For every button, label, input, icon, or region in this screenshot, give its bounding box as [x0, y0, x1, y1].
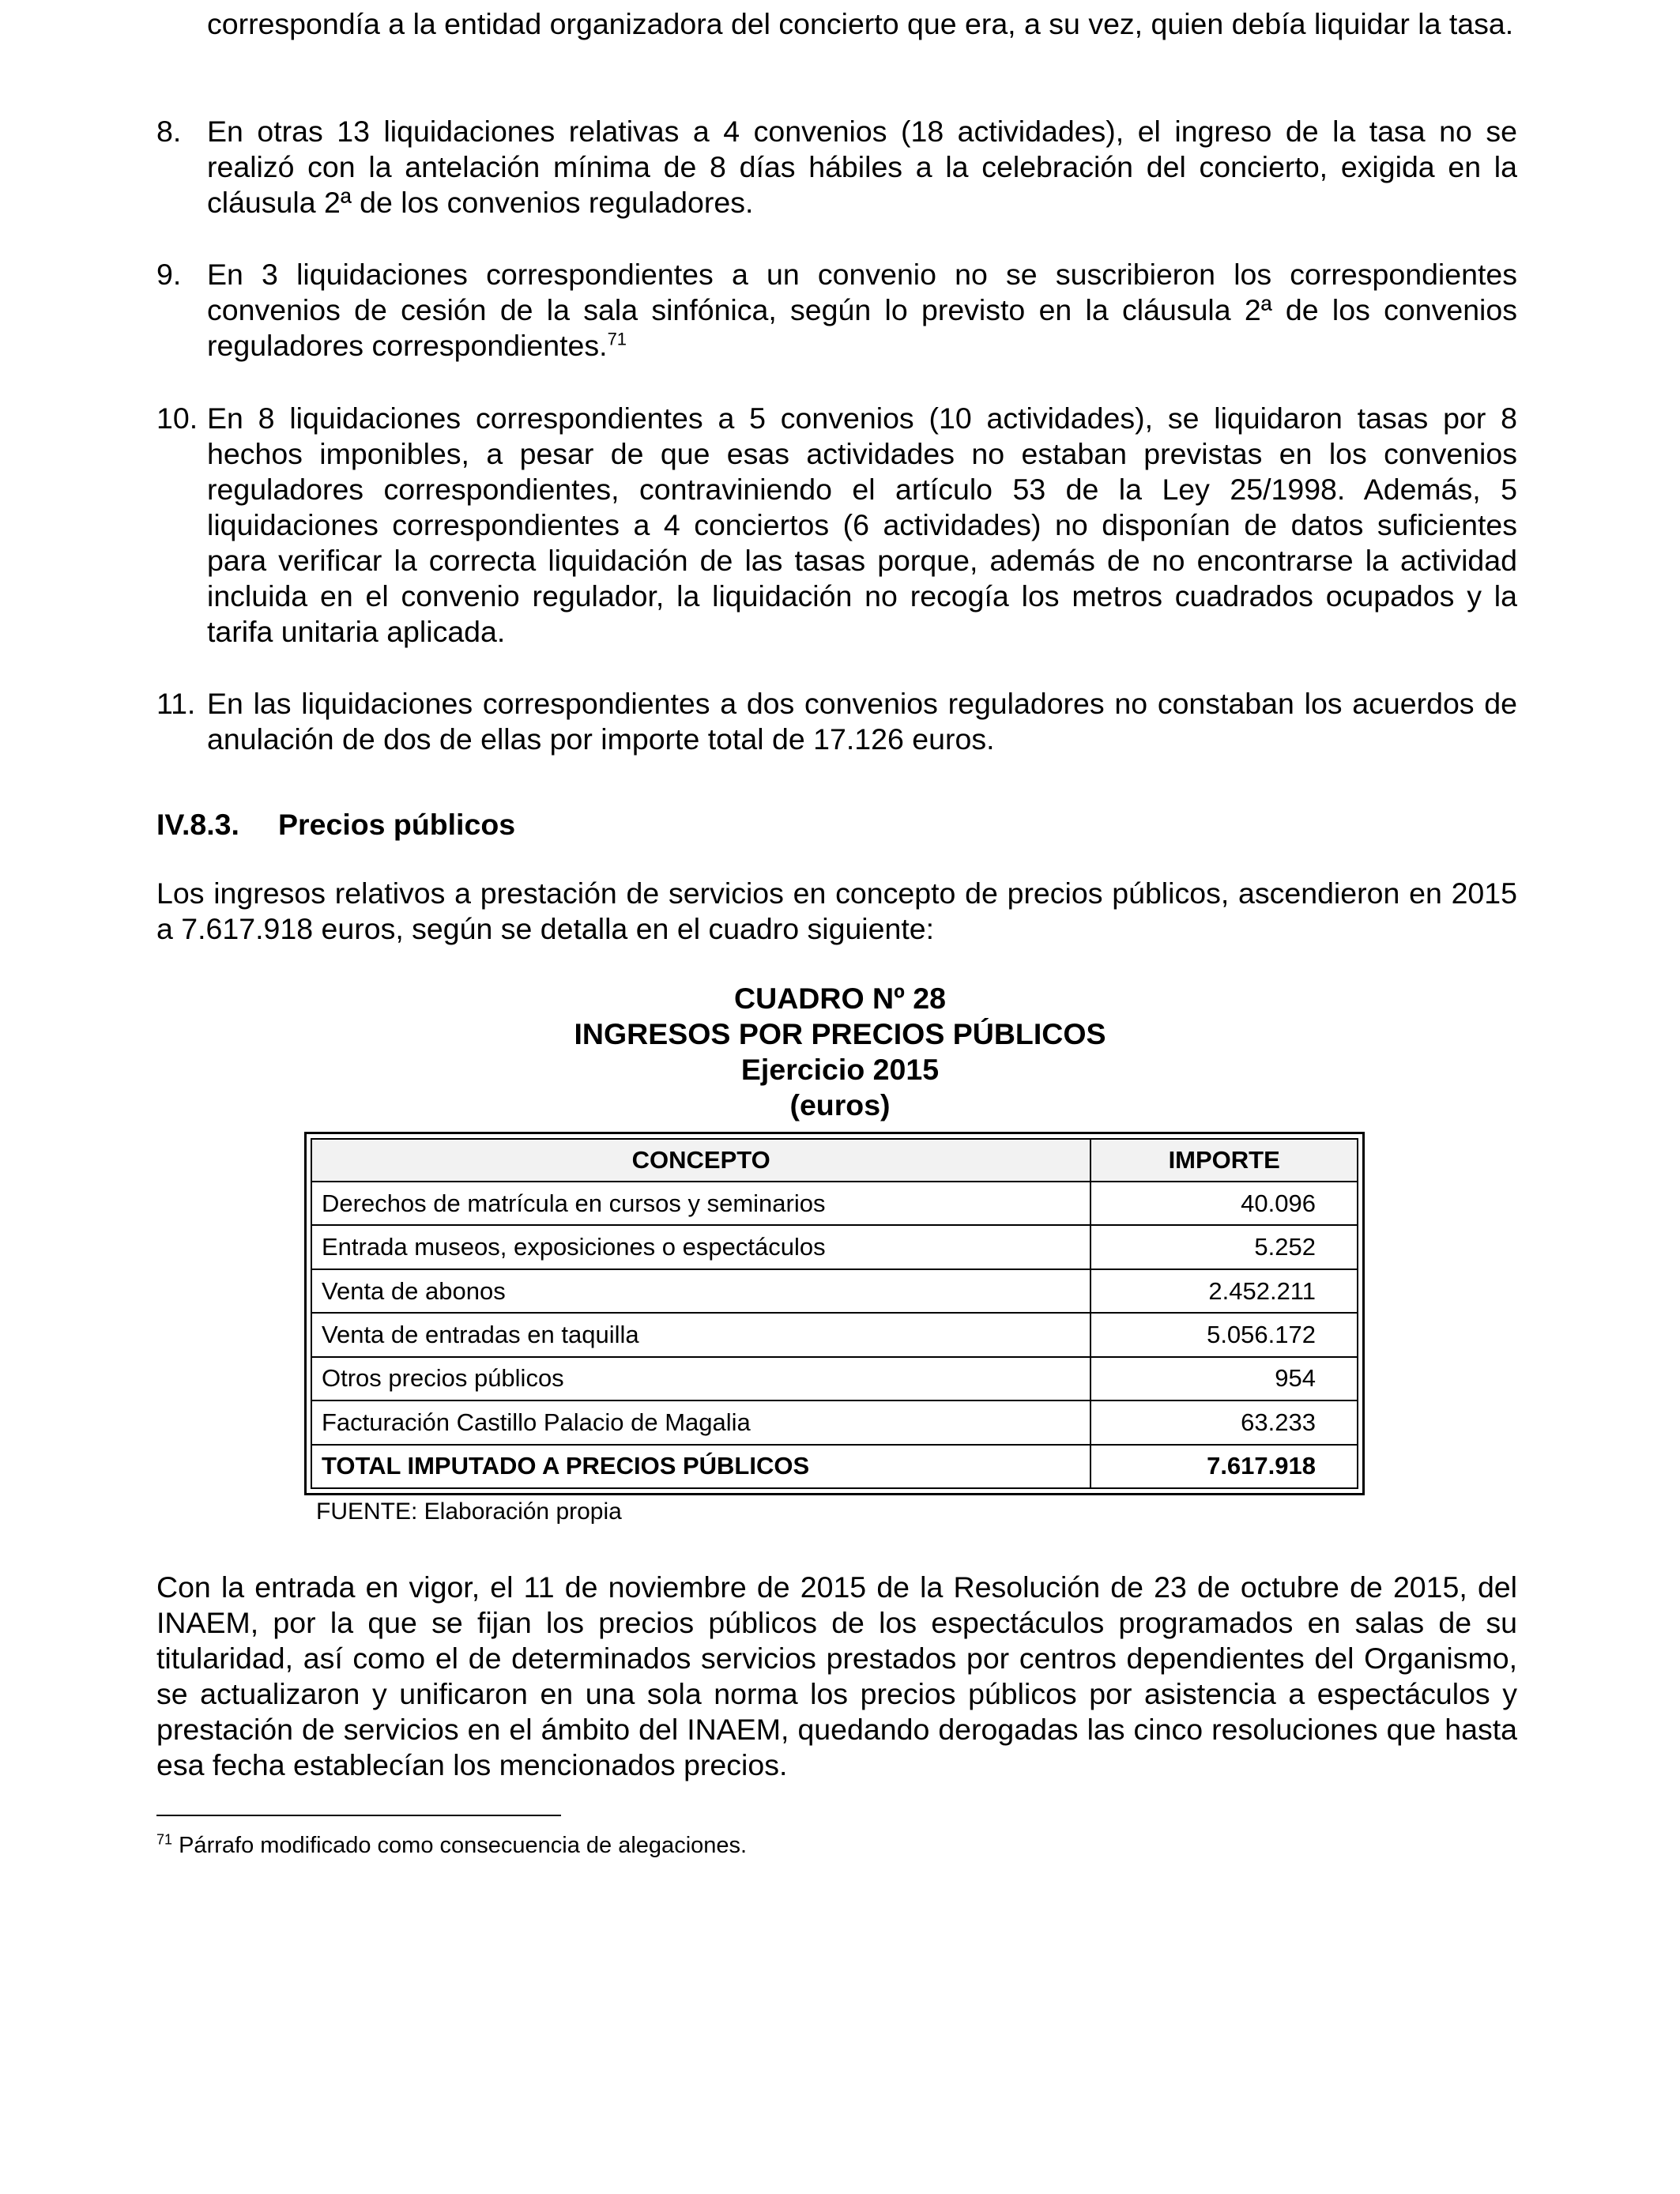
list-number: 8. — [156, 115, 182, 148]
section-number: IV.8.3. — [156, 808, 239, 841]
row-amount: 954 — [1090, 1357, 1358, 1400]
row-concept: Venta de entradas en taquilla — [311, 1313, 1090, 1356]
list-item-10 — [156, 401, 1517, 650]
table-caption-title: INGRESOS POR PRECIOS PÚBLICOS — [574, 1017, 1106, 1050]
row-concept: Entrada museos, exposiciones o espectáculos — [311, 1225, 1090, 1269]
continuation-paragraph — [156, 6, 1517, 42]
list-text: En las liquidaciones correspondientes a dos convenios reguladores no constaban los acuerdos de anulación de dos de ellas por importe total de 17.126 euros. — [207, 687, 1517, 756]
row-amount: 5.252 — [1090, 1225, 1358, 1269]
footnote-divider — [156, 1815, 561, 1816]
row-concept: Facturación Castillo Palacio de Magalia — [311, 1400, 1090, 1444]
section-heading — [156, 807, 515, 843]
row-concept: Derechos de matrícula en cursos y seminarios — [311, 1182, 1090, 1225]
row-amount: 5.056.172 — [1090, 1313, 1358, 1356]
total-label: TOTAL IMPUTADO A PRECIOS PÚBLICOS — [311, 1445, 1090, 1488]
intro-paragraph: Los ingresos relativos a prestación de servicios en concepto de precios públicos, ascendieron en 2015 a 7.617.918 euros, según se detalla en el cuadro siguiente: — [156, 876, 1517, 945]
header-importe: IMPORTE — [1090, 1139, 1358, 1182]
table-frame — [304, 1132, 1365, 1495]
list-number: 9. — [156, 258, 182, 291]
list-text: En otras 13 liquidaciones relativas a 4 convenios (18 actividades), el ingreso de la tasa no se realizó con la antelación mínima de 8 días hábiles a la celebración del concierto, exigida en la cláusula 2ª de los convenios reguladores. — [207, 115, 1517, 219]
table-total-row — [311, 1445, 1358, 1488]
row-concept: Venta de abonos — [311, 1269, 1090, 1313]
footnote-ref[interactable]: 71 — [607, 329, 627, 349]
footnote — [156, 1832, 747, 1859]
table-row — [311, 1269, 1358, 1313]
row-amount: 2.452.211 — [1090, 1269, 1358, 1313]
list-text-with-ref — [207, 257, 1517, 364]
table-row — [311, 1400, 1358, 1444]
list-text: En 8 liquidaciones correspondientes a 5 convenios (10 actividades), se liquidaron tasas por 8 hechos imponibles, a pesar de que esas actividades no estaban previstas en los convenios reguladores correspondientes, contraviniendo el artículo 53 de la Ley 25/1998. Además, 5 liquidaciones correspondientes a 4 conciertos (6 actividades) no disponían de datos suficientes para verificar la correcta liquidación de las tasas porque, además de no encontrarse la actividad incluida en el convenio regulador, la liquidación no recogía los metros cuadrados ocupados y la tarifa unitaria aplicada. — [207, 401, 1517, 648]
table-caption-year: Ejercicio 2015 — [740, 1053, 940, 1086]
table-row — [311, 1357, 1358, 1400]
row-amount: 40.096 — [1090, 1182, 1358, 1225]
closing-paragraph: Con la entrada en vigor, el 11 de noviembre de 2015 de la Resolución de 23 de octubre de 2015, del INAEM, por la que se fijan los precios públicos de los espectáculos programados en salas de su titularidad, así como el de determinados servicios prestados por centros dependientes del Organismo, se actualizaron y unificaron en una sola norma los precios públicos por asistencia a espectáculos y prestación de servicios en el ámbito del INAEM, quedando derogadas las cinco resoluciones que hasta esa fecha establecían los mencionados precios. — [156, 1570, 1517, 1781]
table-row — [311, 1182, 1358, 1225]
table-caption-number: CUADRO Nº 28 — [734, 982, 946, 1015]
table-row — [311, 1225, 1358, 1269]
table-caption-units: (euros) — [789, 1088, 891, 1122]
list-number: 10. — [156, 401, 198, 435]
table-source: FUENTE: Elaboración propia — [316, 1498, 622, 1525]
list-item-8 — [156, 114, 1517, 221]
footnote-text: Párrafo modificado como consecuencia de alegaciones. — [179, 1833, 748, 1858]
list-item-11 — [156, 686, 1517, 757]
footnote-marker: 71 — [156, 1831, 173, 1848]
table-row — [311, 1313, 1358, 1356]
income-table — [311, 1138, 1358, 1489]
list-text: En 3 liquidaciones correspondientes a un convenio no se suscribieron los correspondientes convenios de cesión de la sala sinfónica, según lo previsto en la cláusula 2ª de los convenios reguladores correspondientes. — [207, 258, 1517, 362]
row-concept: Otros precios públicos — [311, 1357, 1090, 1400]
list-item-9 — [156, 257, 1517, 364]
section-title: Precios públicos — [278, 808, 516, 841]
list-number: 11. — [156, 687, 196, 720]
total-amount: 7.617.918 — [1090, 1445, 1358, 1488]
header-concepto: CONCEPTO — [311, 1139, 1090, 1182]
row-amount: 63.233 — [1090, 1400, 1358, 1444]
table-header-row — [311, 1139, 1358, 1182]
continuation-text: correspondía a la entidad organizadora del concierto que era, a su vez, quien debía liquidar la tasa. — [207, 7, 1514, 40]
